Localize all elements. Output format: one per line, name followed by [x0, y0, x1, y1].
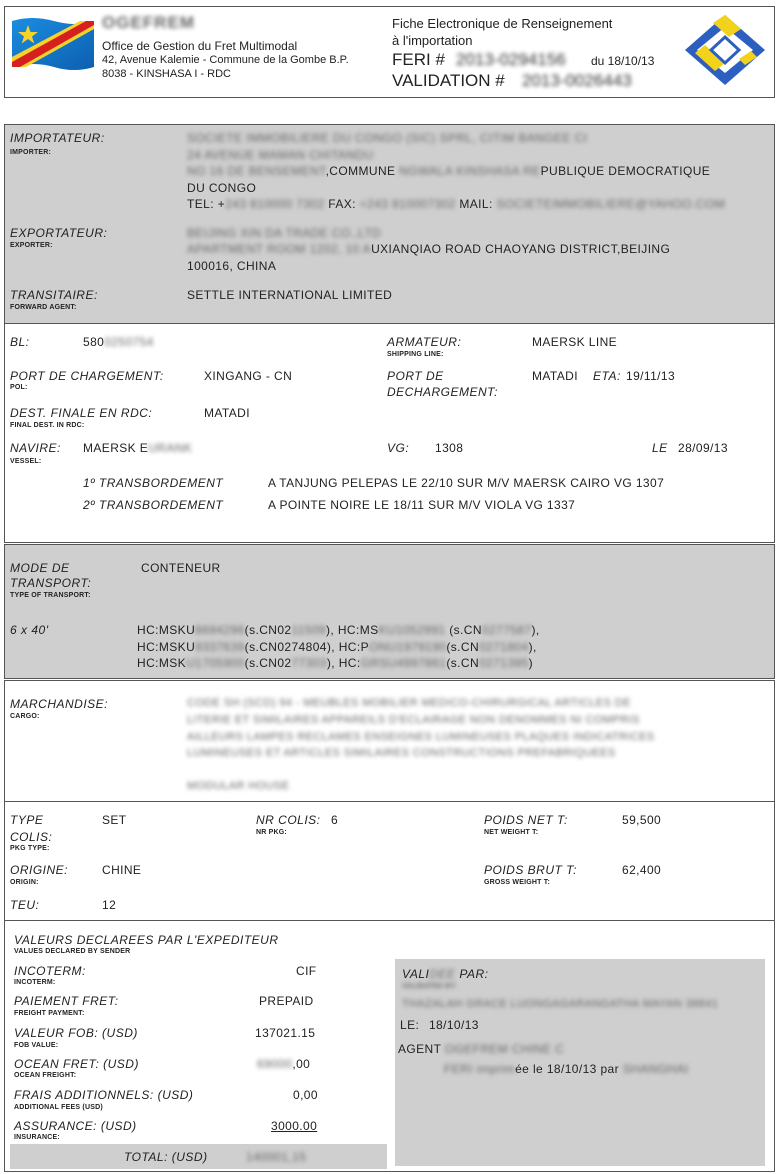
exporter-line3: 100016, CHINA	[187, 259, 277, 273]
container-line-3	[137, 656, 533, 670]
teu-label: TEU:	[10, 898, 40, 912]
importer-line3-blurred: NO 16 DE BENSEMENT	[187, 164, 326, 178]
ocean-freight-blurred: 69000	[257, 1057, 293, 1071]
incoterm-label: INCOTERM:	[14, 964, 86, 978]
le-value: 28/09/13	[678, 441, 728, 455]
freight-payment-value: PREPAID	[259, 994, 314, 1008]
importer-line3-blurred2: NGWALA KINSHASA RE	[395, 164, 541, 178]
feri-number: 2013-0294156	[456, 50, 566, 69]
container-quantity: 6 x 40'	[10, 623, 49, 637]
incoterm-value: CIF	[296, 964, 317, 978]
armateur-sublabel: SHIPPING LINE:	[387, 351, 444, 358]
cargo-line-4: LUMINEUSES ET ARTICLES SIMILAIRES CONSTRUCTIONS PREFABRIQUEES	[187, 747, 616, 759]
container-text: ), HC:MS	[325, 623, 379, 637]
origin-value: CHINE	[102, 863, 142, 877]
forwarder-label: TRANSITAIRE:	[10, 288, 98, 302]
exporter-line1: BEIJING XIN DA TRADE CO.,LTD	[187, 226, 382, 240]
values-subtitle: VALUES DECLARED BY SENDER	[14, 948, 131, 955]
cargo-label: MARCHANDISE:	[10, 697, 109, 711]
org-line3: 8038 - KINSHASA I - RDC	[102, 68, 231, 80]
container-line-2	[137, 640, 537, 654]
vessel-label: NAVIRE:	[10, 441, 61, 455]
exporter-sublabel: EXPORTER:	[10, 242, 53, 249]
container-text: HC:MSKU	[137, 640, 196, 654]
bl-label: BL:	[10, 335, 30, 349]
ocean-freight-sublabel: OCEAN FREIGHT:	[14, 1072, 77, 1079]
container-text: ),	[528, 640, 537, 654]
values-title: VALEURS DECLAREES PAR L'EXPEDITEUR	[14, 933, 279, 947]
ocean-freight-label: OCEAN FRET: (USD)	[14, 1057, 139, 1071]
pol-label: PORT DE CHARGEMENT:	[10, 369, 164, 383]
pkg-type-label2: COLIS:	[10, 830, 53, 844]
doc-title-line2: à l'importation	[392, 33, 473, 48]
printed-note-clear: ée le 18/10/13 par	[515, 1062, 620, 1076]
origin-sublabel: ORIGIN:	[10, 879, 39, 886]
transshipment2-label: 2º TRANSBORDEMENT	[83, 498, 224, 512]
vg-value: 1308	[435, 441, 464, 455]
net-weight-value: 59,500	[622, 813, 662, 827]
container-text: HC:MSK	[137, 656, 187, 670]
feri-label: FERI #	[392, 50, 445, 69]
additional-fees-value: 0,00	[293, 1088, 318, 1102]
vg-label: VG:	[387, 441, 410, 455]
gross-weight-sublabel: GROSS WEIGHT T:	[484, 879, 550, 886]
printed-note-blurred2: SHANGHAI	[619, 1062, 689, 1076]
incoterm-sublabel: INCOTERM:	[14, 979, 56, 986]
container-id: 9337639	[195, 640, 245, 654]
pkg-type-value: SET	[102, 813, 127, 827]
net-weight-label: POIDS NET T:	[484, 813, 568, 827]
insurance-value: 3000.00	[271, 1119, 318, 1133]
transport-sublabel: TYPE OF TRANSPORT:	[10, 592, 91, 599]
fob-sublabel: FOB VALUE:	[14, 1042, 59, 1049]
cargo-line-2: LITERIE ET SIMILAIRES APPAREILS D'ECLAIRAGE NON DENOMMES NI COMPRIS	[187, 714, 640, 726]
printed-note	[444, 1062, 689, 1076]
pod-label1: PORT DE	[387, 369, 444, 383]
pod-value: MATADI	[532, 369, 578, 383]
container-text: HC:MSKU	[137, 623, 196, 637]
validated-by-label-a: VALI	[402, 967, 430, 981]
forwarder-sublabel: FORWARD AGENT:	[10, 304, 77, 311]
importer-line3-clear: ,COMMUNE	[325, 164, 396, 178]
ocean-freight-value	[257, 1057, 310, 1071]
importer-tel-label: TEL: +	[187, 197, 226, 211]
container-id: ONU1979190	[369, 640, 447, 654]
container-id: GRSU4997861	[360, 656, 447, 670]
importer-mail-label: MAIL:	[455, 197, 497, 211]
freight-payment-sublabel: FREIGHT PAYMENT:	[14, 1010, 85, 1017]
container-text: ),	[531, 623, 540, 637]
importer-line3-clear2: PUBLIQUE DEMOCRATIQUE	[540, 164, 711, 178]
vessel-value	[83, 441, 192, 455]
dest-sublabel: FINAL DEST. IN RDC:	[10, 422, 85, 429]
importer-mail: SOCIETEIMMOBILIERE@YAHOO.COM	[496, 197, 725, 211]
importer-fax: +243 810007302	[359, 197, 456, 211]
validated-by-label-blurred: DEE	[429, 967, 456, 981]
armateur-label: ARMATEUR:	[387, 335, 462, 349]
cargo-line-6: MODULAR HOUSE	[187, 780, 290, 792]
container-text: ), HC:	[326, 656, 361, 670]
pkg-type-sublabel: PKG TYPE:	[10, 845, 50, 852]
total-value: 140001,15	[246, 1150, 307, 1164]
dest-label: DEST. FINALE EN RDC:	[10, 406, 153, 420]
container-text: (s.CN02	[244, 656, 292, 670]
container-text: (s.CN	[445, 623, 482, 637]
importer-line3	[187, 164, 710, 178]
gross-weight-value: 62,400	[622, 863, 662, 877]
validation-agent	[398, 1042, 564, 1056]
container-text: )	[528, 656, 533, 670]
net-weight-sublabel: NET WEIGHT T:	[484, 829, 539, 836]
nr-pkg-value: 6	[331, 813, 339, 827]
transport-label2: TRANSPORT:	[10, 576, 92, 590]
cargo-sublabel: CARGO:	[10, 713, 40, 720]
additional-fees-label: FRAIS ADDITIONNELS: (USD)	[14, 1088, 194, 1102]
pkg-type-label1: TYPE	[10, 813, 44, 827]
container-id: U1705900	[186, 656, 245, 670]
validation-date-value: 18/10/13	[428, 1018, 479, 1032]
validated-by-label-b: PAR:	[455, 967, 489, 981]
container-text: (s.CN0274804), HC:P	[244, 640, 369, 654]
transshipment2-value: A POINTE NOIRE LE 18/11 SUR M/V VIOLA VG 1337	[268, 498, 576, 512]
validated-by-label	[402, 967, 489, 981]
doc-title-line1: Fiche Electronique de Renseignement	[392, 16, 613, 31]
armateur-value: MAERSK LINE	[532, 335, 618, 349]
org-name: OGEFREM	[102, 13, 195, 32]
container-line-1	[137, 623, 540, 637]
nr-pkg-sublabel: NR PKG:	[256, 829, 287, 836]
vessel-sublabel: VESSEL:	[10, 458, 42, 465]
container-text: (s.CN	[446, 640, 480, 654]
pol-sublabel: POL:	[10, 384, 28, 391]
bl-blurred: 0250754	[104, 335, 154, 349]
container-text: (s.CN	[446, 656, 480, 670]
validation-agent-label: AGENT	[398, 1042, 442, 1056]
validation-number: 2013-0026443	[522, 71, 632, 90]
validation-label: VALIDATION #	[392, 71, 505, 90]
validated-by-sublabel: VALIDATED BY:	[402, 983, 458, 990]
vessel-value-clear: MAERSK E	[83, 441, 149, 455]
container-text: (s.CN02	[244, 623, 292, 637]
validated-by-name: THAZALAH GRACE LUONGAGARANGATHA MAYAN 38841	[402, 998, 719, 1010]
importer-label: IMPORTATEUR:	[10, 131, 105, 145]
exporter-line2-blurred: APARTMENT ROOM 1202, 10 A	[187, 242, 372, 256]
container-seal: 77303	[291, 656, 327, 670]
eta-value: 19/11/13	[626, 369, 676, 383]
gross-weight-label: POIDS BRUT T:	[484, 863, 577, 877]
validation-agent-name: OGEFREM CHINE C	[441, 1042, 565, 1056]
printed-note-blurred: FERI imprim	[444, 1062, 516, 1076]
exporter-line2-clear: UXIANQIAO ROAD CHAOYANG DISTRICT,BEIJING	[371, 242, 671, 256]
exporter-label: EXPORTATEUR:	[10, 226, 108, 240]
org-line1: Office de Gestion du Fret Multimodal	[102, 39, 298, 53]
forwarder-value: SETTLE INTERNATIONAL LIMITED	[187, 288, 393, 302]
container-seal: 11509	[291, 623, 326, 637]
fob-value: 137021.15	[255, 1026, 316, 1040]
exporter-line2	[187, 242, 670, 256]
dest-value: MATADI	[204, 406, 250, 420]
origin-label: ORIGINE:	[10, 863, 69, 877]
transshipment1-label: 1º TRANSBORDEMENT	[83, 476, 224, 490]
container-seal: 0271395	[479, 656, 529, 670]
importer-contacts	[187, 197, 725, 211]
container-id: KU1052991	[378, 623, 446, 637]
org-line2: 42, Avenue Kalemie - Commune de la Gombe B.P.	[102, 54, 349, 66]
ogefrem-logo-icon	[683, 13, 767, 87]
pol-value: XINGANG - CN	[204, 369, 293, 383]
importer-sublabel: IMPORTER:	[10, 149, 52, 156]
importer-tel: 243 810000 7302	[225, 197, 325, 211]
vessel-value-blurred: URANK	[148, 441, 193, 455]
validation-date	[400, 1018, 479, 1032]
container-seal: 0271804	[479, 640, 529, 654]
transport-label1: MODE DE	[10, 561, 70, 575]
feri-date: du 18/10/13	[591, 54, 655, 68]
total-label: TOTAL: (USD)	[124, 1150, 208, 1164]
fob-label: VALEUR FOB: (USD)	[14, 1026, 138, 1040]
nr-pkg-label: NR COLIS:	[256, 813, 321, 827]
insurance-label: ASSURANCE: (USD)	[14, 1119, 137, 1133]
importer-line1: SOCIETE IMMOBILIERE DU CONGO (SIC) SPRL, CITIM BANGEE CI	[187, 131, 588, 145]
insurance-sublabel: INSURANCE:	[14, 1134, 60, 1141]
cargo-line-1: CODE SH (SCD) 94 - MEUBLES MOBILIER MEDICO-CHIRURGICAL ARTICLES DE	[187, 697, 631, 709]
ocean-freight-cents: ,00	[292, 1057, 311, 1071]
bl-prefix: 580	[83, 335, 105, 349]
importer-fax-label: FAX:	[324, 197, 360, 211]
transport-mode: CONTENEUR	[141, 561, 221, 575]
cargo-line-3: AILLEURS LAMPES RECLAMES ENSEIGNES LUMINEUSES PLAQUES INDICATRICES	[187, 731, 655, 743]
validation-date-label: LE:	[400, 1018, 420, 1032]
transshipment1-value: A TANJUNG PELEPAS LE 22/10 SUR M/V MAERSK CAIRO VG 1307	[268, 476, 665, 490]
additional-fees-sublabel: ADDITIONAL FEES (USD)	[14, 1104, 103, 1111]
importer-line2: 24 AVENUE MAMAN CHITANDU	[187, 148, 374, 162]
container-seal: 0277587	[481, 623, 532, 637]
importer-line4: DU CONGO	[187, 181, 257, 195]
bl-value	[83, 335, 154, 349]
freight-payment-label: PAIEMENT FRET:	[14, 994, 119, 1008]
le-label: LE	[652, 441, 668, 455]
drc-flag-icon	[10, 15, 96, 73]
pod-label2: DECHARGEMENT:	[387, 385, 498, 399]
eta-label: ETA:	[593, 369, 621, 383]
teu-value: 12	[102, 898, 117, 912]
container-id: 8694296	[195, 623, 245, 637]
